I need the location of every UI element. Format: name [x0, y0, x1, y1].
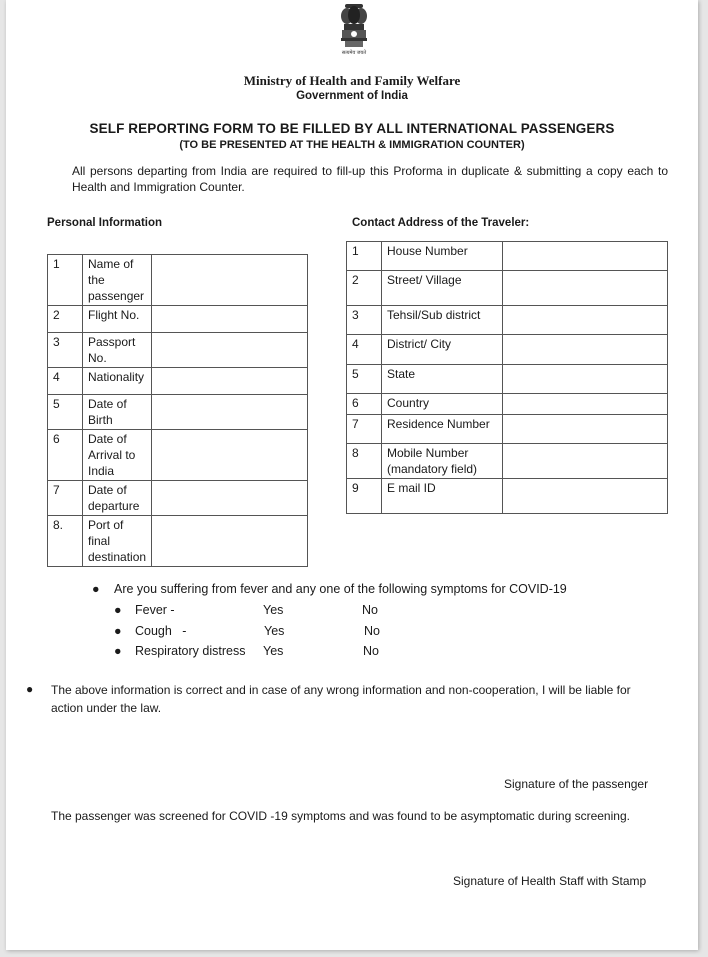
form-sheet	[6, 0, 698, 950]
passport-number-field[interactable]	[152, 333, 308, 368]
field-label: House Number	[382, 242, 503, 271]
email-field[interactable]	[503, 479, 668, 514]
field-label: Date of Arrival to India	[83, 430, 152, 481]
respiratory-yes-option[interactable]: Yes	[263, 644, 284, 658]
row-number: 7	[347, 415, 382, 444]
bullet-icon: ●	[26, 682, 34, 696]
health-staff-signature-label: Signature of Health Staff with Stamp	[453, 874, 647, 888]
symptom-name: Cough -	[135, 624, 187, 638]
table-row	[48, 516, 308, 567]
field-label: Tehsil/Sub district	[382, 306, 503, 335]
declaration-text: The above information is correct and in case of any wrong information and non-cooperation, I will be liable for action under the law.	[51, 683, 631, 715]
table-row	[347, 306, 668, 335]
table-row	[347, 242, 668, 271]
personal-info-heading: Personal Information	[47, 217, 163, 229]
table-row	[347, 365, 668, 394]
table-row	[347, 415, 668, 444]
district-city-field[interactable]	[503, 335, 668, 365]
tehsil-field[interactable]	[503, 306, 668, 335]
form-subtitle: (TO BE PRESENTED AT THE HEALTH & IMMIGRATION COUNTER)	[179, 139, 525, 151]
table-row	[347, 335, 668, 365]
mobile-number-field[interactable]	[503, 444, 668, 479]
fever-no-option[interactable]: No	[362, 603, 378, 617]
row-number: 8	[347, 444, 382, 479]
field-label: Port of final destination	[83, 516, 152, 567]
symptom-row-fever	[6, 603, 698, 621]
row-number: 3	[347, 306, 382, 335]
row-number: 6	[347, 394, 382, 415]
row-number: 9	[347, 479, 382, 514]
field-label: State	[382, 365, 503, 394]
field-label: Residence Number	[382, 415, 503, 444]
final-destination-field[interactable]	[152, 516, 308, 567]
house-number-field[interactable]	[503, 242, 668, 271]
field-label: Nationality	[83, 368, 152, 395]
row-number: 3	[48, 333, 83, 368]
screening-note: The passenger was screened for COVID -19 symptoms and was found to be asymptomatic during screening.	[51, 809, 630, 823]
fever-yes-option[interactable]: Yes	[263, 603, 284, 617]
symptom-row-cough	[6, 624, 698, 642]
row-number: 2	[347, 271, 382, 306]
date-of-birth-field[interactable]	[152, 395, 308, 430]
ministry-name: Ministry of Health and Family Welfare	[243, 73, 461, 88]
table-row	[48, 395, 308, 430]
table-row	[48, 255, 308, 306]
symptom-name: Respiratory distress	[135, 644, 246, 658]
residence-number-field[interactable]	[503, 415, 668, 444]
intro-text: All persons departing from India are required to fill-up this Proforma in duplicate & submitting a copy each to Health and Immigration Counter.	[72, 164, 668, 194]
contact-address-heading: Contact Address of the Traveler:	[352, 217, 530, 229]
symptoms-question: Are you suffering from fever and any one of the following symptoms for COVID-19	[114, 582, 567, 596]
row-number: 5	[48, 395, 83, 430]
date-of-departure-field[interactable]	[152, 481, 308, 516]
row-number: 1	[347, 242, 382, 271]
row-number: 5	[347, 365, 382, 394]
state-field[interactable]	[503, 365, 668, 394]
table-row	[48, 306, 308, 333]
table-row	[48, 481, 308, 516]
table-row	[347, 271, 668, 306]
row-number: 7	[48, 481, 83, 516]
field-label: Date of Birth	[83, 395, 152, 430]
passenger-signature-label: Signature of the passenger	[504, 777, 649, 791]
bullet-icon: ●	[92, 582, 100, 596]
table-row	[48, 333, 308, 368]
date-of-arrival-field[interactable]	[152, 430, 308, 481]
row-number: 4	[347, 335, 382, 365]
row-number: 1	[48, 255, 83, 306]
contact-address-table	[346, 241, 668, 514]
field-label: E mail ID	[382, 479, 503, 514]
field-label: Name of the passenger	[83, 255, 152, 306]
field-label: District/ City	[382, 335, 503, 365]
field-label: Date of departure	[83, 481, 152, 516]
passenger-name-field[interactable]	[152, 255, 308, 306]
table-row	[48, 430, 308, 481]
form-title: SELF REPORTING FORM TO BE FILLED BY ALL INTERNATIONAL PASSENGERS	[89, 121, 615, 136]
cough-no-option[interactable]: No	[364, 624, 380, 638]
table-row	[347, 394, 668, 415]
field-label: Passport No.	[83, 333, 152, 368]
country-field[interactable]	[503, 394, 668, 415]
field-label: Country	[382, 394, 503, 415]
row-number: 6	[48, 430, 83, 481]
bullet-icon: ●	[114, 644, 122, 658]
government-name: Government of India	[296, 90, 408, 102]
field-label: Mobile Number (mandatory field)	[382, 444, 503, 479]
field-label: Flight No.	[83, 306, 152, 333]
respiratory-no-option[interactable]: No	[363, 644, 379, 658]
emblem-motto: सत्यमेव जयते	[341, 50, 367, 56]
flight-number-field[interactable]	[152, 306, 308, 333]
cough-yes-option[interactable]: Yes	[264, 624, 285, 638]
row-number: 8.	[48, 516, 83, 567]
table-row	[347, 444, 668, 479]
street-village-field[interactable]	[503, 271, 668, 306]
field-label: Street/ Village	[382, 271, 503, 306]
table-row	[48, 368, 308, 395]
row-number: 2	[48, 306, 83, 333]
bullet-icon: ●	[114, 603, 122, 617]
nationality-field[interactable]	[152, 368, 308, 395]
symptom-name: Fever -	[135, 603, 175, 617]
row-number: 4	[48, 368, 83, 395]
symptom-row-respiratory	[6, 644, 698, 662]
table-row	[347, 479, 668, 514]
bullet-icon: ●	[114, 624, 122, 638]
personal-info-table	[47, 254, 308, 567]
